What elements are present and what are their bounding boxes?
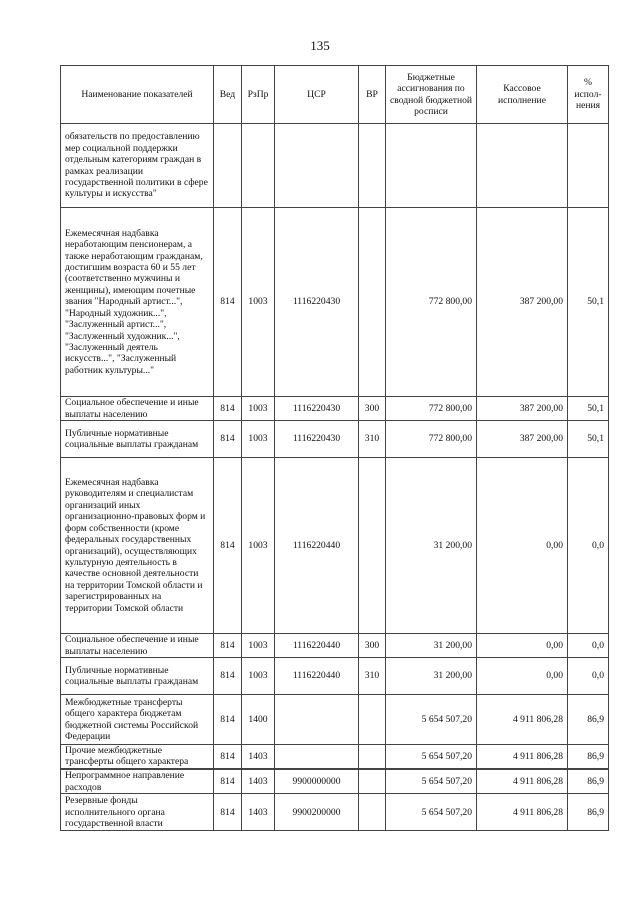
header-percent: % испол-нения [568, 66, 609, 124]
row-ved: 814 [214, 634, 242, 658]
row-percent: 50,1 [568, 208, 609, 397]
row-csr: 1116220440 [275, 634, 359, 658]
header-budget: Бюджетные ассигнования по сводной бюджетной росписи [386, 66, 477, 124]
row-cash: 387 200,00 [477, 421, 568, 458]
row-budget: 772 800,00 [386, 421, 477, 458]
row-budget: 31 200,00 [386, 658, 477, 695]
row-rzpr: 1003 [242, 458, 275, 634]
row-vr [359, 695, 386, 745]
row-cash: 4 911 806,28 [477, 769, 568, 794]
row-name: Резервные фонды исполнительного органа государственной власти [61, 794, 214, 831]
row-percent: 0,0 [568, 658, 609, 695]
header-ved: Вед [214, 66, 242, 124]
row-name: Непрограммное направление расходов [61, 769, 214, 794]
header-cash: Кассовое исполнение [477, 66, 568, 124]
row-vr: 310 [359, 421, 386, 458]
row-budget: 31 200,00 [386, 634, 477, 658]
table-header-row [61, 66, 609, 124]
header-name: Наименование показателей [61, 66, 214, 124]
row-ved: 814 [214, 794, 242, 831]
row-name: Социальное обеспечение и иные выплаты населению [61, 397, 214, 421]
table-row [61, 458, 609, 634]
row-csr: 1116220440 [275, 458, 359, 634]
row-percent: 86,9 [568, 794, 609, 831]
row-cash: 0,00 [477, 634, 568, 658]
row-name: Публичные нормативные социальные выплаты гражданам [61, 421, 214, 458]
row-ved: 814 [214, 397, 242, 421]
row-rzpr: 1400 [242, 695, 275, 745]
row-csr: 1116220430 [275, 397, 359, 421]
row-ved: 814 [214, 421, 242, 458]
row-budget: 5 654 507,20 [386, 745, 477, 769]
row-rzpr: 1003 [242, 421, 275, 458]
row-csr: 9900200000 [275, 794, 359, 831]
table-row [61, 208, 609, 397]
row-vr [359, 208, 386, 397]
row-ved: 814 [214, 208, 242, 397]
row-rzpr: 1403 [242, 769, 275, 794]
row-cash: 387 200,00 [477, 397, 568, 421]
row-rzpr: 1003 [242, 658, 275, 695]
row-percent: 86,9 [568, 769, 609, 794]
row-percent: 50,1 [568, 421, 609, 458]
row-csr: 9900000000 [275, 769, 359, 794]
row-name: Ежемесячная надбавка неработающим пенсионерам, а также неработающим гражданам, достигшим возраста 60 и 55 лет (соответственно мужчины и женщины), имеющим почетные звания "Народный артист...", "Народный художник...", "Заслуженный артист...", "Заслуженный художник...", "Заслуженный деятель искусств...", "Заслуженный работник культуры..." [61, 208, 214, 397]
row-budget: 5 654 507,20 [386, 695, 477, 745]
row-cash: 4 911 806,28 [477, 794, 568, 831]
row-percent: 0,0 [568, 634, 609, 658]
table-row [61, 658, 609, 695]
table-row [61, 695, 609, 745]
row-percent [568, 124, 609, 208]
row-vr [359, 769, 386, 794]
row-csr [275, 695, 359, 745]
table-row [61, 794, 609, 831]
table-row [61, 421, 609, 458]
row-csr: 1116220430 [275, 208, 359, 397]
row-name: обязательств по предоставлению мер социальной поддержки отдельным категориям граждан в рамках реализации государственной политики в сфере культуры и искусства" [61, 124, 214, 208]
row-vr [359, 745, 386, 769]
header-rzpr: РзПр [242, 66, 275, 124]
row-ved: 814 [214, 695, 242, 745]
row-rzpr: 1003 [242, 634, 275, 658]
row-ved: 814 [214, 458, 242, 634]
row-csr: 1116220430 [275, 421, 359, 458]
row-budget: 5 654 507,20 [386, 794, 477, 831]
row-cash: 4 911 806,28 [477, 695, 568, 745]
row-cash: 4 911 806,28 [477, 745, 568, 769]
row-rzpr: 1003 [242, 397, 275, 421]
row-budget [386, 124, 477, 208]
row-vr: 310 [359, 658, 386, 695]
row-csr [275, 745, 359, 769]
row-name: Ежемесячная надбавка руководителям и специалистам организаций иных организационно-правовых форм и форм собственности (кроме федеральных государственных организаций), осуществляющих культурную деятельность в качестве основной деятельности на территории Томской области и зарегистрированных на территории Томской области [61, 458, 214, 634]
row-budget: 31 200,00 [386, 458, 477, 634]
row-budget: 772 800,00 [386, 208, 477, 397]
row-rzpr: 1403 [242, 794, 275, 831]
row-budget: 5 654 507,20 [386, 769, 477, 794]
row-name: Социальное обеспечение и иные выплаты населению [61, 634, 214, 658]
table-row [61, 634, 609, 658]
row-budget: 772 800,00 [386, 397, 477, 421]
row-name: Публичные нормативные социальные выплаты гражданам [61, 658, 214, 695]
row-csr: 1116220440 [275, 658, 359, 695]
row-cash: 387 200,00 [477, 208, 568, 397]
table-row [61, 397, 609, 421]
row-percent: 0,0 [568, 458, 609, 634]
row-cash [477, 124, 568, 208]
row-ved: 814 [214, 769, 242, 794]
row-ved: 814 [214, 745, 242, 769]
row-ved [214, 124, 242, 208]
row-vr [359, 458, 386, 634]
table-row [61, 769, 609, 794]
budget-execution-table [60, 65, 609, 831]
row-vr [359, 124, 386, 208]
table-row [61, 745, 609, 769]
row-vr: 300 [359, 397, 386, 421]
row-percent: 86,9 [568, 745, 609, 769]
row-percent: 86,9 [568, 695, 609, 745]
row-rzpr [242, 124, 275, 208]
row-percent: 50,1 [568, 397, 609, 421]
row-cash: 0,00 [477, 658, 568, 695]
row-name: Межбюджетные трансферты общего характера бюджетам бюджетной системы Российской Федерации [61, 695, 214, 745]
table-row [61, 124, 609, 208]
row-vr [359, 794, 386, 831]
row-name: Прочие межбюджетные трансферты общего характера [61, 745, 214, 769]
row-cash: 0,00 [477, 458, 568, 634]
header-vr: ВР [359, 66, 386, 124]
page-number: 135 [310, 38, 330, 53]
row-ved: 814 [214, 658, 242, 695]
header-csr: ЦСР [275, 66, 359, 124]
row-rzpr: 1403 [242, 745, 275, 769]
row-vr: 300 [359, 634, 386, 658]
row-rzpr: 1003 [242, 208, 275, 397]
row-csr [275, 124, 359, 208]
